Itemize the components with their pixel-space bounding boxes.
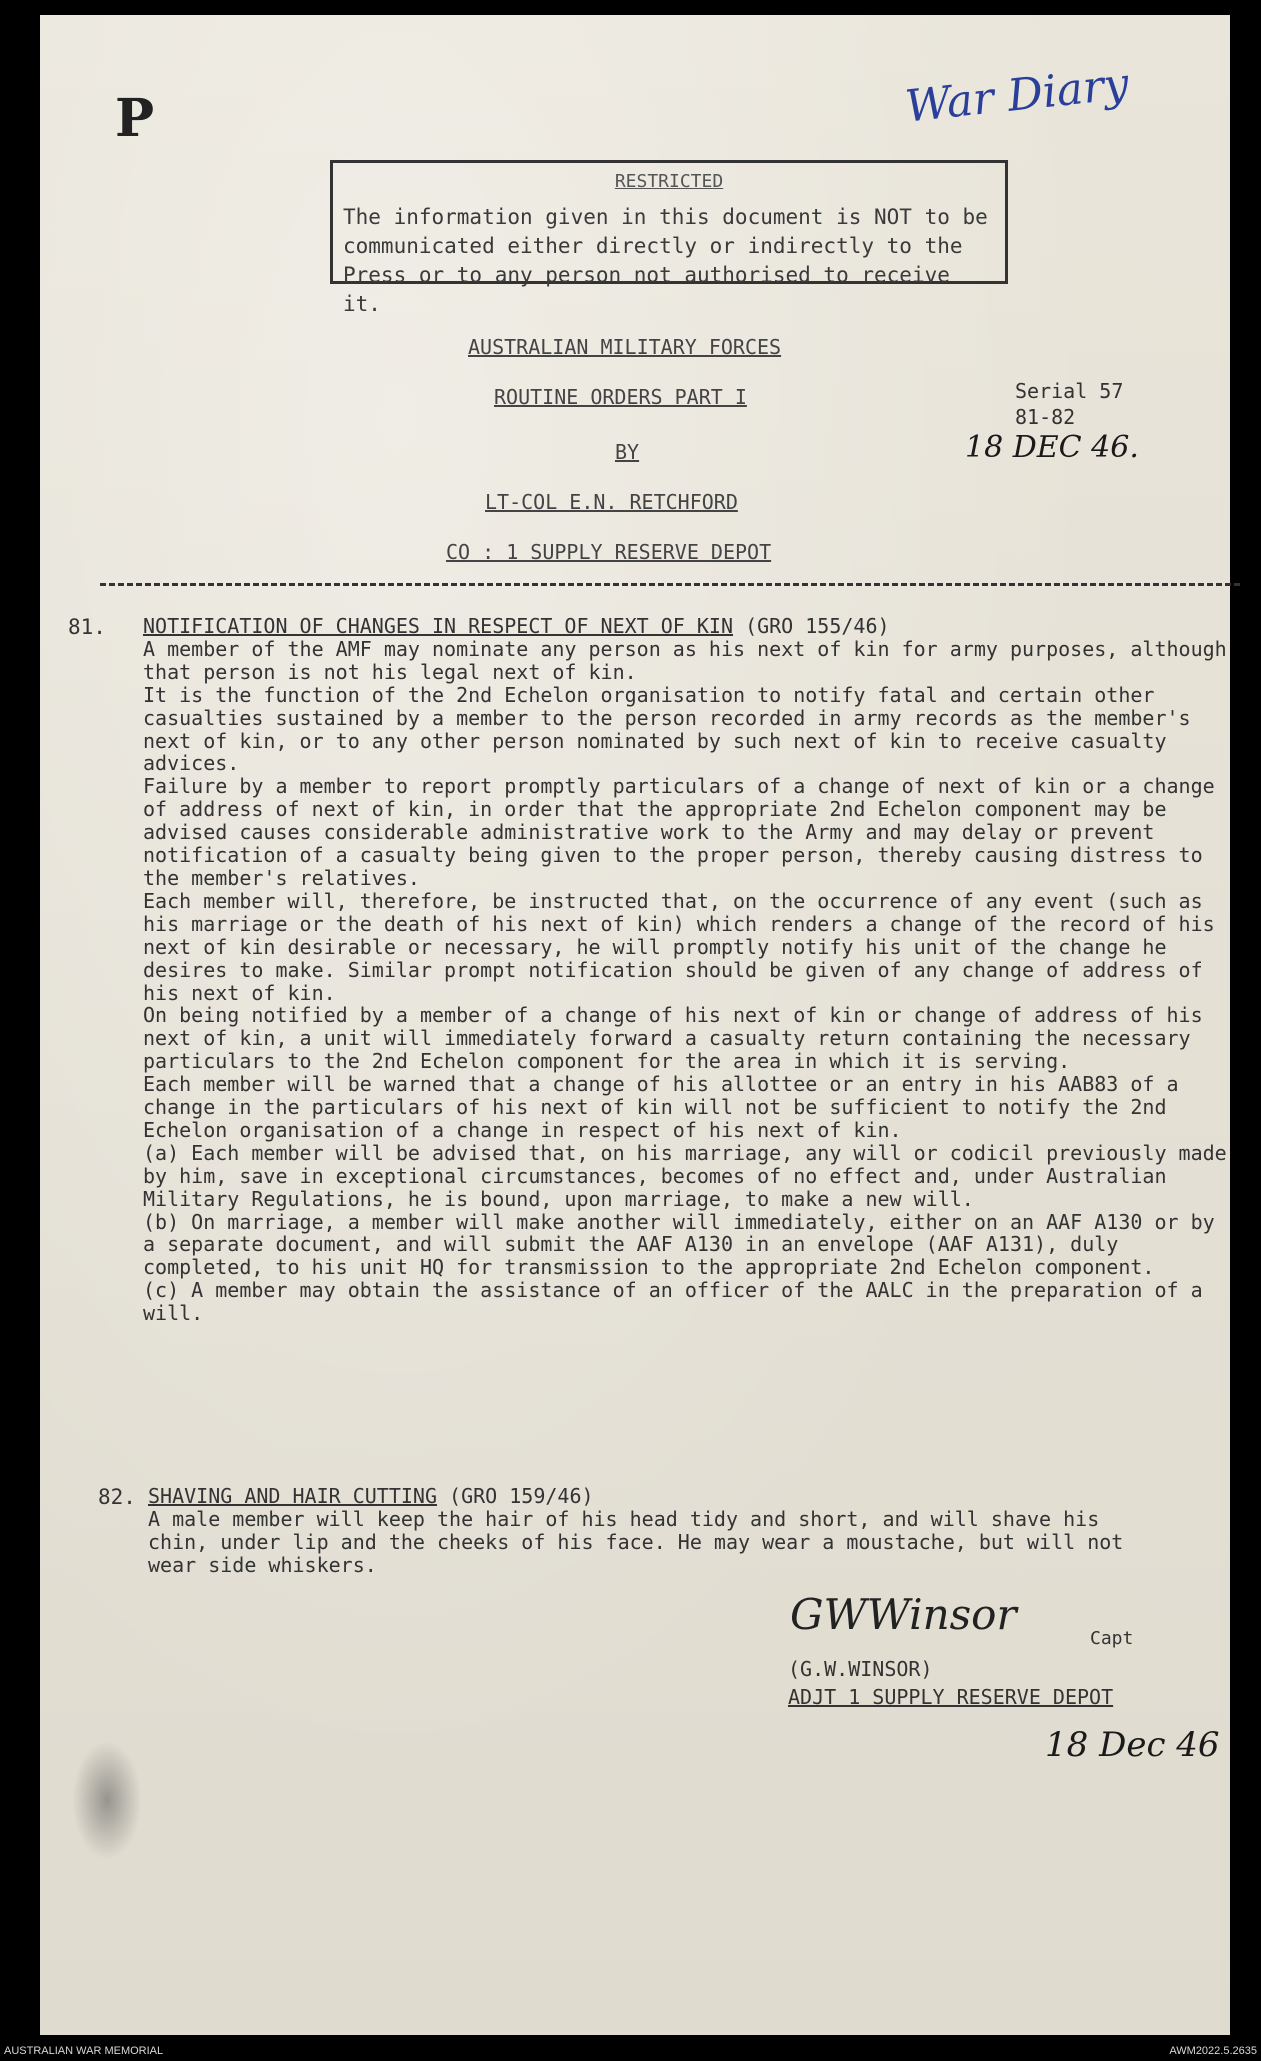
order-body: A member of the AMF may nominate any person as his next of kin for army purposes, although that person is not his legal next of kin. It is the function of the 2nd Echelon organisation to notify fatal and certain other casualties sustained by a member to the person recorded in army records as the member's next of kin, or to any other person nominated by such next of kin to receive casualty advices. Failure by a member to report promptly particulars of a change of next of kin or a change of address of next of kin, in order that the appropriate 2nd Echelon component may be advised causes considerable administrative work to the Army and may delay or prevent notification of a casualty being given to the proper person, thereby causing distress to the member's relatives. Each member will, therefore, be instructed that, on the occurrence of any event (such as his marriage or the death of his next of kin) which renders a change of the record of his next of kin desirable or necessary, he will promptly notify his unit of the change he desires to make. Similar prompt notification should be given of any change of address of his next of kin. On being notified by a member of a change of his next of kin or change of address of his next of kin, a unit will immediately forward a casualty return containing the necessary particulars to the 2nd Echelon component for the area in which it is serving. Each member will be warned that a change of his allottee or an entry in his AAB83 of a change in the particulars of his next of kin will not be sufficient to notify the 2nd Echelon organisation of a change in respect of his next of kin. (a) Each member will be advised that, on his marriage, any will or codicil previously made by him, save in exceptional circumstances, becomes of no effect and, under Australian Military Regulations, he is bound, upon marriage, to make a new will. (b) On marriage, a member will make another will immediately, either on an AAF A130 or by a separate document, and will submit the AAF A130 in an envelope (AAF A131), duly completed, to his unit HQ for transmission to the appropriate 2nd Echelon component. (c) A member may obtain the assistance of an officer of the AALC in the preparation of a will. bbox=[143, 636, 1227, 1326]
header-divider bbox=[100, 583, 1240, 586]
signer-name: (G.W.WINSOR) bbox=[788, 1657, 933, 1681]
date-handwritten-bottom: 18 Dec 46 bbox=[1045, 1725, 1220, 1765]
signature-rank: Capt bbox=[1090, 1628, 1134, 1649]
order-heading: NOTIFICATION OF CHANGES IN RESPECT OF NEXT OF KIN bbox=[143, 614, 734, 638]
date-handwritten-top: 18 DEC 46. bbox=[965, 430, 1139, 465]
order-heading: SHAVING AND HAIR CUTTING bbox=[148, 1484, 437, 1508]
serial-range: 81-82 bbox=[1015, 405, 1076, 429]
order-number: 81. bbox=[68, 615, 106, 639]
commander-heading: LT-COL E.N. RETCHFORD bbox=[485, 490, 738, 514]
forces-heading: AUSTRALIAN MILITARY FORCES bbox=[468, 335, 782, 359]
war-diary-note: War Diary bbox=[902, 58, 1132, 133]
restricted-text: The information given in this document is NOT to be communicated either directly or indirectly to the Press or to any person not authorised to receive it. bbox=[343, 205, 988, 316]
order-ref: (GRO 159/46) bbox=[449, 1484, 594, 1508]
ink-smudge bbox=[72, 1740, 142, 1860]
orders-heading: ROUTINE ORDERS PART I bbox=[494, 385, 747, 409]
footer-accession: AWM2022.5.2635 bbox=[1169, 2045, 1257, 2057]
signer-title: ADJT 1 SUPPLY RESERVE DEPOT bbox=[788, 1685, 1114, 1709]
order-82 bbox=[148, 1485, 1168, 1577]
order-number: 82. bbox=[98, 1485, 136, 1509]
by-heading: BY bbox=[615, 440, 640, 464]
order-body: A male member will keep the hair of his head tidy and short, and will shave his chin, under lip and the cheeks of his face. He may wear a moustache, but will not wear side whiskers. bbox=[148, 1506, 1124, 1577]
serial-number: Serial 57 bbox=[1015, 379, 1124, 403]
serial-block bbox=[1015, 378, 1123, 430]
order-81 bbox=[143, 615, 1228, 1325]
restricted-stamp bbox=[330, 160, 1008, 316]
signature-scrawl: GWWinsor bbox=[790, 1590, 1017, 1639]
unit-heading: CO : 1 SUPPLY RESERVE DEPOT bbox=[446, 540, 772, 564]
restricted-title: RESTRICTED bbox=[614, 171, 724, 192]
order-ref: (GRO 155/46) bbox=[745, 614, 890, 638]
footer-credit: AUSTRALIAN WAR MEMORIAL bbox=[4, 2045, 164, 2057]
corner-mark: P bbox=[115, 88, 155, 149]
signature-block bbox=[788, 1655, 1113, 1711]
